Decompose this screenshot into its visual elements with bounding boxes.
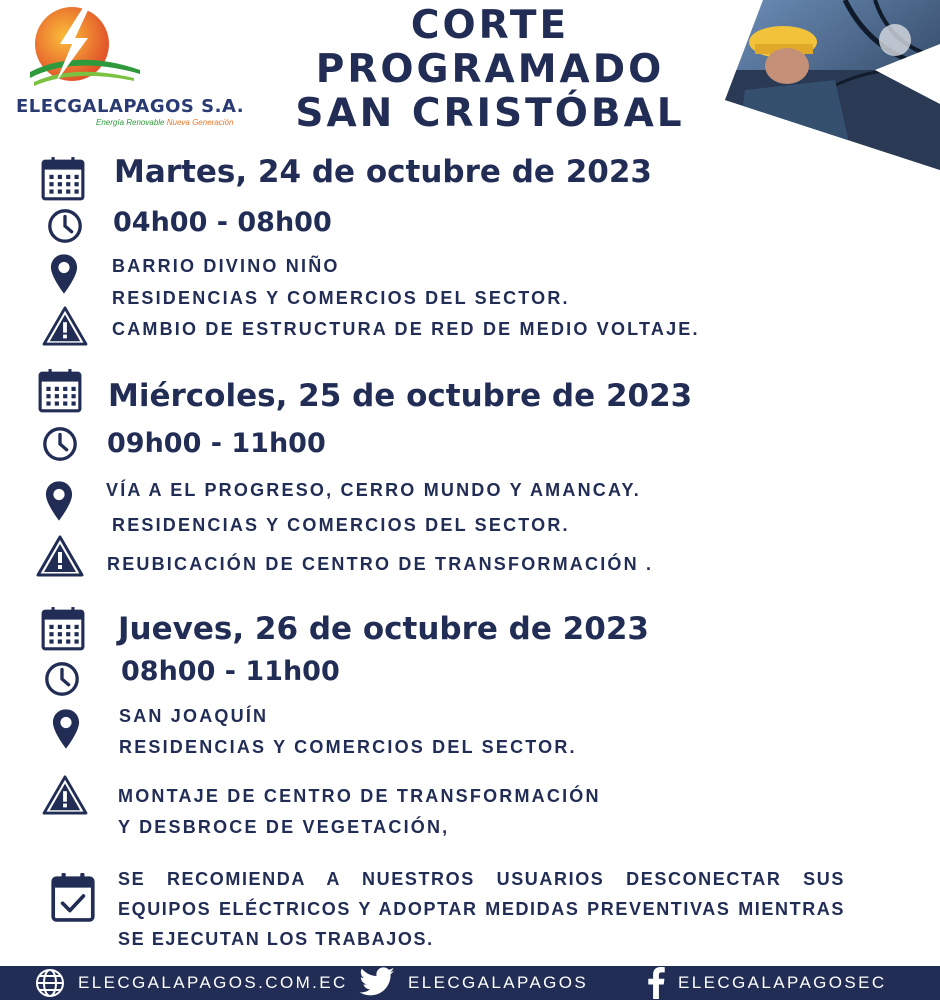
event-1-location: BARRIO DIVINO NIÑO <box>112 256 340 276</box>
title-line-1: CORTE <box>410 3 570 48</box>
calendar-icon <box>40 606 86 652</box>
footer-website-text: ELECGALAPAGOS.COM.EC <box>78 973 348 992</box>
calendar-icon <box>40 156 86 202</box>
event-3-work-line-1: MONTAJE DE CENTRO DE TRANSFORMACIÓN <box>118 786 601 806</box>
tagline-new-generation: Nueva Generación <box>166 118 234 127</box>
event-2-date: Miércoles, 25 de octubre de 2023 <box>108 378 693 414</box>
warning-icon <box>36 535 84 577</box>
footer-twitter-link[interactable] <box>358 966 588 1000</box>
event-1-time: 04h00 - 08h00 <box>113 207 332 238</box>
footer-website-link[interactable] <box>34 966 348 1000</box>
facebook-icon <box>646 967 666 999</box>
clock-icon <box>46 207 84 245</box>
company-tagline <box>96 118 233 127</box>
event-3-affected: RESIDENCIAS Y COMERCIOS DEL SECTOR. <box>119 737 577 757</box>
event-3-time: 08h00 - 11h00 <box>121 656 340 687</box>
footer-bar <box>0 966 940 1000</box>
event-1-work: CAMBIO DE ESTRUCTURA DE RED DE MEDIO VOLTAJE. <box>112 319 700 339</box>
event-2-location: VÍA A EL PROGRESO, CERRO MUNDO Y AMANCAY. <box>106 480 641 500</box>
footer-facebook-text: ELECGALAPAGOSEC <box>678 973 887 992</box>
event-2-affected: RESIDENCIAS Y COMERCIOS DEL SECTOR. <box>112 515 570 535</box>
location-pin-icon <box>52 708 80 750</box>
location-pin-icon <box>45 480 73 522</box>
clock-icon <box>41 425 79 463</box>
twitter-icon <box>358 967 396 999</box>
event-1-affected: RESIDENCIAS Y COMERCIOS DEL SECTOR. <box>112 288 570 308</box>
warning-icon <box>42 775 88 815</box>
company-name: ELECGALAPAGOS S.A. <box>16 96 245 117</box>
warning-icon <box>42 306 88 346</box>
recommendation-text: SE RECOMIENDA A NUESTROS USUARIOS DESCONECTAR SUS EQUIPOS ELÉCTRICOS Y ADOPTAR MEDIDAS PREVENTIVAS MIENTRAS SE EJECUTAN LOS TRABAJOS. <box>118 869 845 949</box>
event-3-work-line-2: Y DESBROCE DE VEGETACIÓN, <box>118 817 450 837</box>
footer-twitter-text: ELECGALAPAGOS <box>408 973 589 992</box>
page-title <box>290 4 690 136</box>
event-2-time: 09h00 - 11h00 <box>107 428 326 459</box>
calendar-check-icon <box>50 872 96 922</box>
footer-facebook-link[interactable] <box>646 966 887 1000</box>
calendar-icon <box>37 368 83 414</box>
lightning-sun-logo-icon <box>30 4 140 96</box>
electrician-photo <box>725 0 940 170</box>
tagline-renewable: Energía Renovable <box>96 118 165 127</box>
event-1-date: Martes, 24 de octubre de 2023 <box>114 154 653 190</box>
company-logo <box>14 4 245 129</box>
event-2-work: REUBICACIÓN DE CENTRO DE TRANSFORMACIÓN . <box>107 554 654 574</box>
title-line-2: PROGRAMADO <box>315 47 665 92</box>
location-pin-icon <box>50 253 78 295</box>
title-line-3: SAN CRISTÓBAL <box>295 91 685 136</box>
clock-icon <box>43 660 81 698</box>
event-3-date: Jueves, 26 de octubre de 2023 <box>118 611 649 647</box>
event-3-location: SAN JOAQUÍN <box>119 706 269 726</box>
globe-icon <box>34 967 66 999</box>
